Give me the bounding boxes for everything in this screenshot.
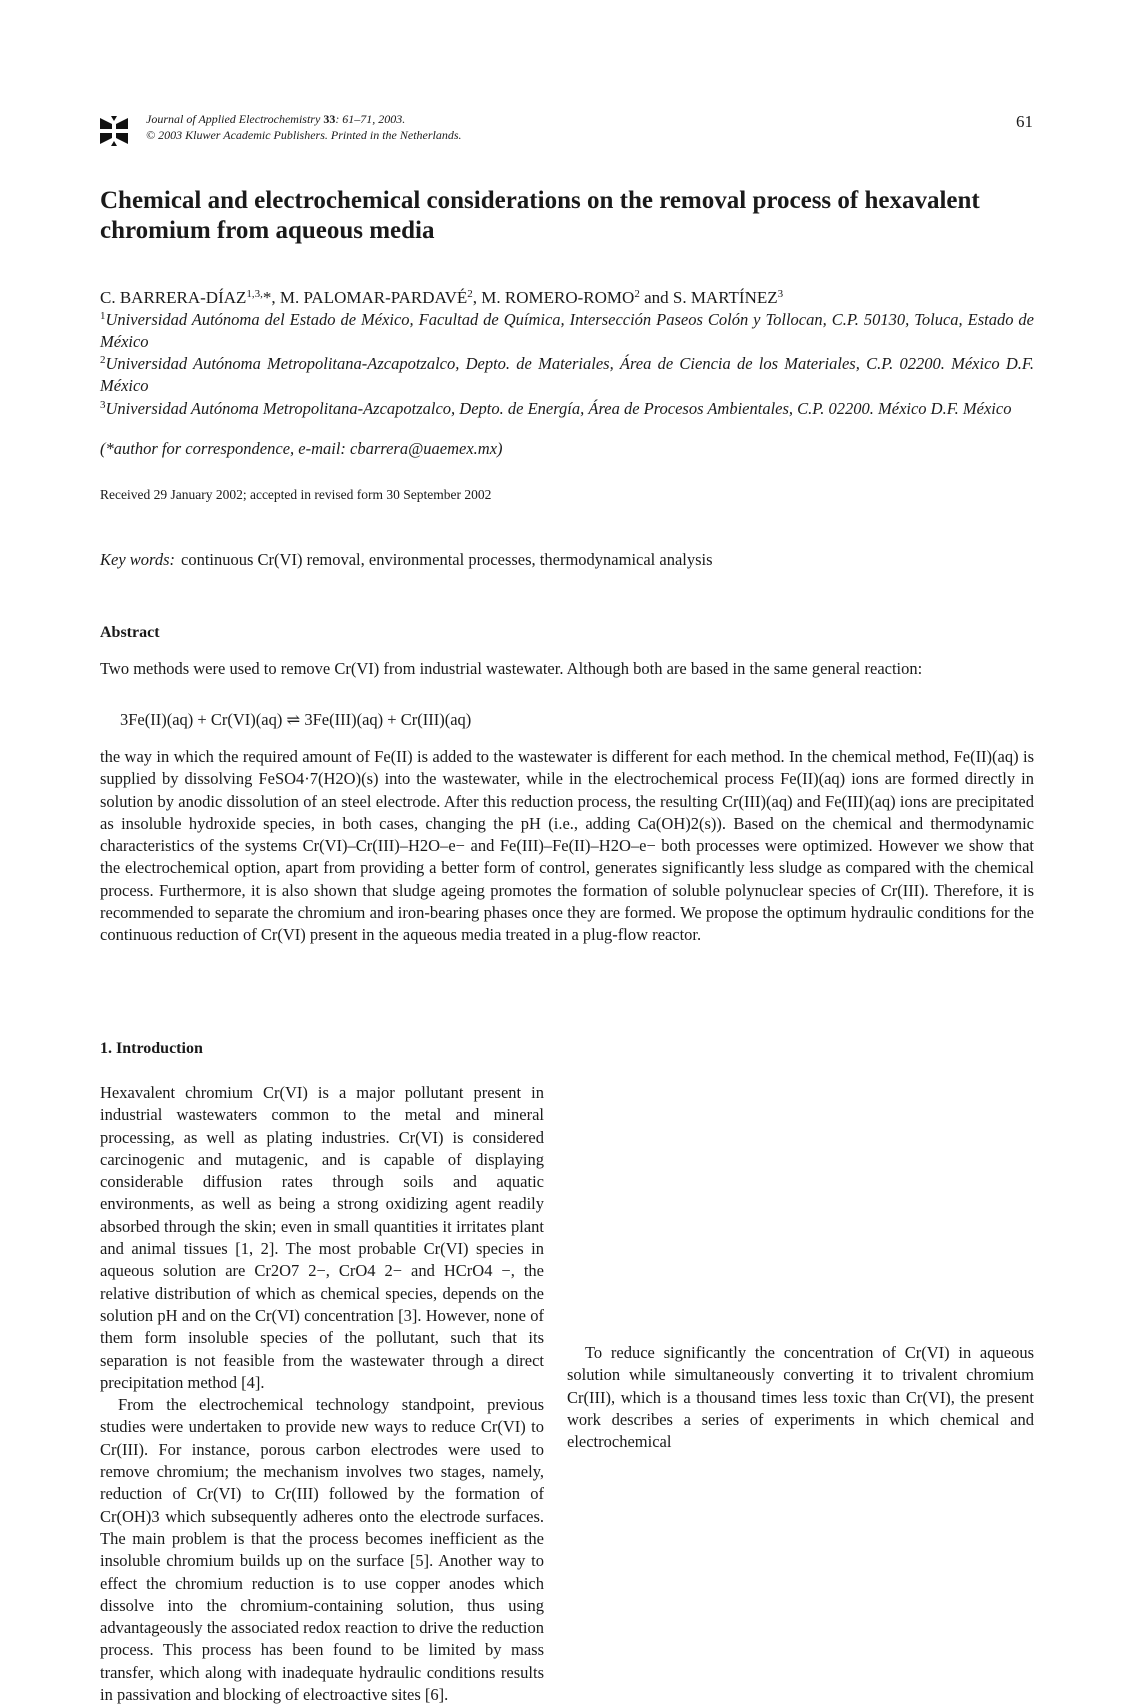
journal-header bbox=[146, 111, 462, 143]
affiliation-3-mark: 3 bbox=[100, 399, 106, 411]
author-3-affiliation-mark: 2 bbox=[634, 288, 640, 300]
author-3: , M. ROMERO-ROMO bbox=[472, 288, 635, 307]
reaction-equation: 3Fe(II)(aq) + Cr(VI)(aq) ⇌ 3Fe(III)(aq) + Cr(III)(aq) bbox=[120, 710, 472, 729]
copyright-line: © 2003 Kluwer Academic Publishers. Printed in the Netherlands. bbox=[146, 128, 462, 142]
journal-volume: 33 bbox=[323, 112, 336, 126]
journal-name: Journal of Applied Electrochemistry bbox=[146, 112, 321, 126]
affiliation-1 bbox=[100, 305, 1034, 353]
abstract-intro: Two methods were used to remove Cr(VI) from industrial wastewater. Although both are based in the same general reaction: bbox=[100, 659, 923, 678]
keywords-text: continuous Cr(VI) removal, environmental processes, thermodynamical analysis bbox=[181, 550, 713, 569]
author-2: , M. PALOMAR-PARDAVÉ bbox=[271, 288, 468, 307]
corresponding-author-mark: * bbox=[262, 288, 272, 307]
affiliation-3-text: Universidad Autónoma Metropolitana-Azcapotzalco, Depto. de Energía, Área de Procesos Ambientales, C.P. 02200. México D.F. México bbox=[105, 399, 1012, 418]
abstract-heading: Abstract bbox=[100, 624, 160, 641]
affiliation-1-mark: 1 bbox=[100, 310, 106, 322]
affiliation-2-text: Universidad Autónoma Metropolitana-Azcapotzalco, Depto. de Materiales, Área de Ciencia de los Materiales, C.P. 02200. México D.F. México bbox=[100, 354, 1034, 395]
correspondence-note: (*author for correspondence, e-mail: cbarrera@uaemex.mx) bbox=[100, 439, 503, 458]
column-right bbox=[567, 1342, 1034, 1453]
paper-title: Chemical and electrochemical considerations on the removal process of hexavalent chromium from aqueous media bbox=[100, 187, 980, 244]
author-1-affiliation-marks: 1,3, bbox=[246, 288, 263, 300]
intro-paragraph-1: Hexavalent chromium Cr(VI) is a major pollutant present in industrial wastewaters common to the metal and mineral processing, as well as plating industries. Cr(VI) is considered carcinogenic and mutagenic, and is capable of displaying considerable diffusion rates through soils and aquatic environments, as well as being a strong oxidizing agent readily absorbed through the skin; even in small quantities it irritates plant and animal tissues [1, 2]. The most probable Cr(VI) species in aqueous solution are Cr2O7 2−, CrO4 2− and HCrO4 −, the relative distribution of which as chemical species, depends on the solution pH and on the Cr(VI) concentration [3]. However, none of them form insoluble species of the pollutant, such that its separation is not feasible from the wastewater through a direct precipitation method [4]. bbox=[100, 1083, 544, 1392]
affiliation-1-text: Universidad Autónoma del Estado de México, Facultad de Química, Intersección Paseos Colón y Tollocan, C.P. 50130, Toluca, Estado de México bbox=[100, 310, 1034, 351]
journal-pages: : 61–71, 2003. bbox=[335, 112, 406, 126]
author-4: and S. MARTÍNEZ bbox=[639, 288, 778, 307]
affiliation-2 bbox=[100, 349, 1034, 397]
publisher-logo-icon bbox=[98, 115, 130, 147]
received-date: Received 29 January 2002; accepted in revised form 30 September 2002 bbox=[100, 487, 492, 502]
column-left bbox=[100, 1082, 544, 1706]
intro-paragraph-3: To reduce significantly the concentration of Cr(VI) in aqueous solution while simultaneously converting it to trivalent chromium Cr(III), which is a thousand times less toxic than Cr(VI), the present work describes a series of experiments in which chemical and electrochemical bbox=[567, 1343, 1034, 1452]
keywords-label: Key words: bbox=[100, 550, 176, 569]
page-number: 61 bbox=[1016, 112, 1033, 131]
affiliation-2-mark: 2 bbox=[100, 354, 106, 366]
introduction-heading: 1. Introduction bbox=[100, 1040, 203, 1057]
intro-paragraph-2: From the electrochemical technology standpoint, previous studies were undertaken to provide new ways to reduce Cr(VI) to Cr(III). For instance, porous carbon electrodes were used to remove chromium; the mechanism involves two stages, namely, reduction of Cr(VI) to Cr(III) followed by the formation of Cr(OH)3 which subsequently adheres onto the electrode surfaces. The main problem is that the process becomes inefficient as the insoluble chromium builds up on the surface [5]. Another way to effect the chromium reduction is to use copper anodes which dissolve into the chromium-containing solution, thus using advantageously the associated redox reaction to drive the reduction process. This process has been found to be limited by mass transfer, which along with inadequate hydraulic conditions results in passivation and blocking of electroactive sites [6]. bbox=[100, 1395, 544, 1705]
abstract-body: the way in which the required amount of Fe(II) is added to the wastewater is different for each method. In the chemical method, Fe(II)(aq) is supplied by dissolving FeSO4·7(H2O)(s) into the wastewater, while in the electrochemical process Fe(II)(aq) ions are formed directly in solution by anodic dissolution of an steel electrode. After this reduction process, the resulting Cr(III)(aq) and Fe(III)(aq) ions are precipitated as insoluble hydroxide species, in both cases, changing the pH (i.e., adding Ca(OH)2(s)). Based on the chemical and thermodynamic characteristics of the systems Cr(VI)–Cr(III)–H2O–e− and Fe(III)–Fe(II)–H2O–e− both processes were optimized. However we show that the electrochemical option, apart from providing a better form of control, generates significantly less sludge as compared with the chemical process. Furthermore, it is also shown that sludge ageing promotes the formation of soluble polynuclear species of Cr(III). Therefore, it is recommended to separate the chromium and iron-bearing phases once they are formed. We propose the optimum hydraulic conditions for the continuous reduction of Cr(VI) present in the aqueous media treated in a plug-flow reactor. bbox=[100, 747, 1034, 945]
author-2-affiliation-mark: 2 bbox=[467, 288, 473, 300]
author-4-affiliation-mark: 3 bbox=[777, 288, 784, 300]
affiliation-3 bbox=[100, 394, 1034, 420]
keywords bbox=[100, 550, 713, 570]
author-1: C. BARRERA-DÍAZ bbox=[100, 288, 247, 307]
